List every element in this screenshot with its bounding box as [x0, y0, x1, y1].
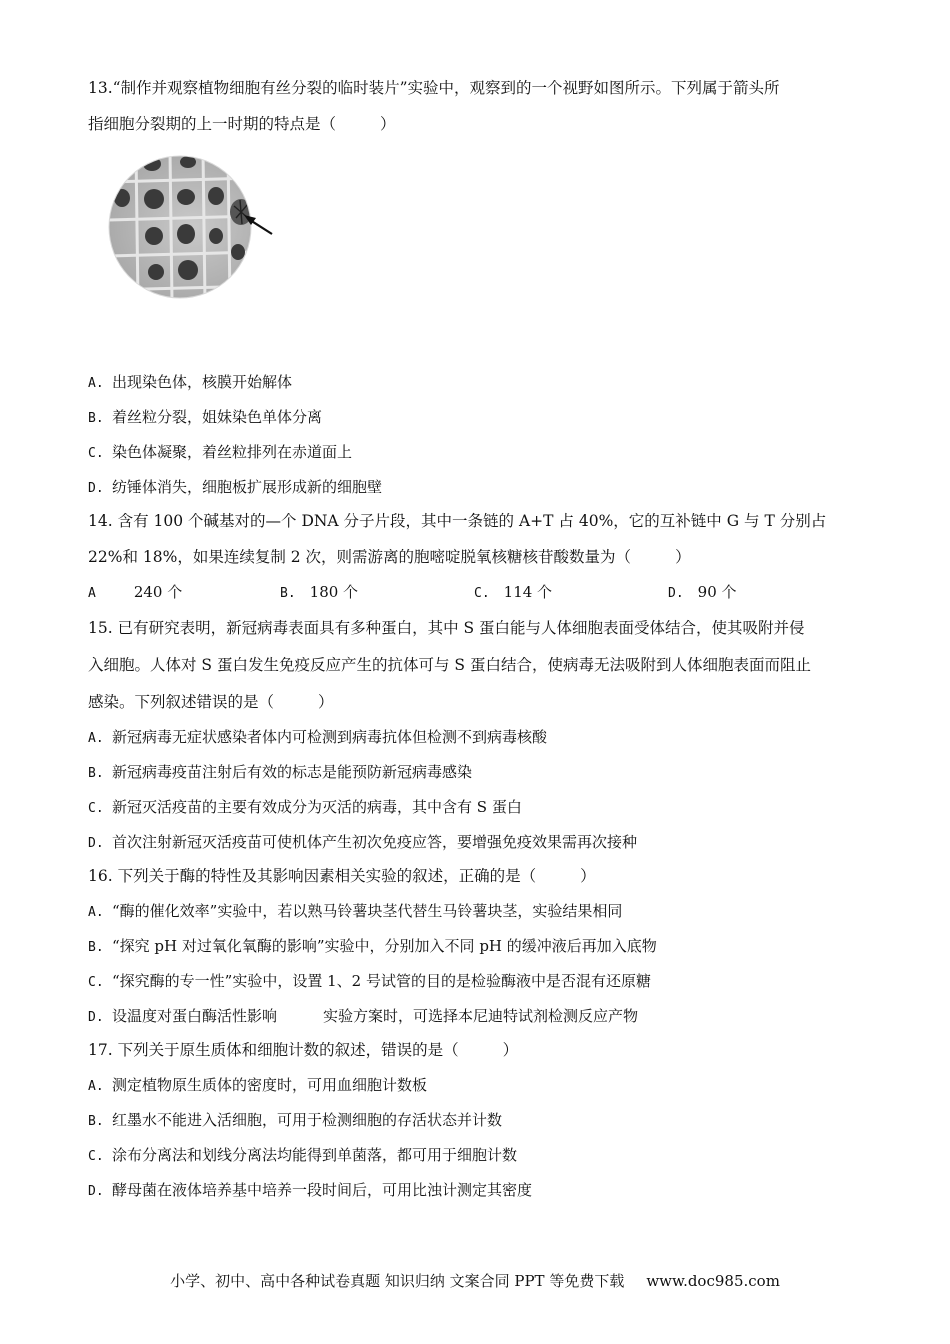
option-text: “探究酶的专一性”实验中，设置 1、2 号试管的目的是检验酶液中是否混有还原糖 [112, 972, 651, 990]
option-text: 新冠病毒无症状感染者体内可检测到病毒抗体但检测不到病毒核酸 [112, 728, 548, 746]
q15-stem-line2: 入细胞。人体对 S 蛋白发生免疫反应产生的抗体可与 S 蛋白结合，使病毒无法吸附到人体细胞表面而阻止 [88, 656, 811, 674]
q13-option-d [88, 477, 382, 499]
q17-paren-close: ） [502, 1041, 519, 1059]
q14-option-c [474, 582, 552, 604]
q15-option-c [88, 797, 522, 819]
option-text: 新冠灭活疫苗的主要有效成分为灭活的病毒，其中含有 S 蛋白 [112, 798, 522, 816]
q16-stem-text: 16. 下列关于酶的特性及其影响因素相关实验的叙述，正确的是（ [88, 867, 537, 885]
q16-option-a [88, 901, 622, 923]
q13-stem-line2 [88, 114, 396, 134]
option-text: 酵母菌在液体培养基中培养一段时间后，可用比浊计测定其密度 [112, 1181, 533, 1199]
q13-option-b [88, 407, 322, 429]
q14-stem-line1: 14. 含有 100 个碱基对的—个 DNA 分子片段，其中一条链的 A+T 占 40%，它的互补链中 G 与 T 分别占 [88, 512, 827, 530]
q16-option-c [88, 971, 651, 993]
q13-paren-close: ） [380, 115, 396, 133]
option-text: “探究 pH 对过氧化氧酶的影响”实验中，分别加入不同 pH 的缓冲液后再加入底物 [112, 937, 657, 955]
page-footer [0, 1270, 950, 1291]
option-text: 新冠病毒疫苗注射后有效的标志是能预防新冠病毒感染 [112, 763, 473, 781]
option-label: D. [88, 1010, 104, 1025]
option-text: 90 个 [697, 583, 737, 601]
option-text: 出现染色体，核膜开始解体 [112, 373, 293, 391]
microscope-cell-image [108, 152, 278, 302]
q14-paren-close: ） [675, 548, 691, 566]
option-label: A. [88, 731, 104, 746]
option-text: 纺锤体消失，细胞板扩展形成新的细胞壁 [112, 478, 383, 496]
option-text: 测定植物原生质体的密度时，可用血细胞计数板 [112, 1076, 428, 1094]
q14-option-a [88, 582, 182, 604]
option-label: C. [88, 801, 104, 816]
q15-option-a [88, 727, 547, 749]
q14-stem-line2 [88, 547, 691, 567]
q17-option-c [88, 1145, 517, 1167]
q16-option-d [88, 1006, 638, 1028]
option-text: 首次注射新冠灭活疫苗可使机体产生初次免疫应答，要增强免疫效果需再次接种 [112, 833, 638, 851]
option-label: D. [668, 586, 684, 601]
q15-stem-line3 [88, 692, 334, 712]
option-label: B. [88, 940, 104, 955]
option-text: 180 个 [309, 583, 359, 601]
option-label: A. [88, 1079, 104, 1094]
option-label: B. [88, 411, 104, 426]
q17-option-d [88, 1180, 532, 1202]
q15-stem-text: 感染。下列叙述错误的是（ [88, 693, 275, 711]
option-label: D. [88, 481, 104, 496]
option-text: 设温度对蛋白酶活性影响 [112, 1007, 278, 1025]
q14-stem-text: 22%和 18%，如果连续复制 2 次，则需游离的胞嘧啶脱氧核糖核苷酸数量为（ [88, 548, 632, 566]
option-label: C. [88, 1149, 104, 1164]
option-label: A. [88, 905, 104, 920]
option-text: “酶的催化效率”实验中，若以熟马铃薯块茎代替生马铃薯块茎，实验结果相同 [112, 902, 623, 920]
q14-option-d [668, 582, 737, 604]
footer-text: 小学、初中、高中各种试卷真题 知识归纳 文案合同 PPT 等免费下载 [170, 1272, 625, 1290]
q15-option-b [88, 762, 472, 784]
q17-stem-text: 17. 下列关于原生质体和细胞计数的叙述，错误的是（ [88, 1041, 459, 1059]
q13-stem-text: 指细胞分裂期的上一时期的特点是（ [88, 115, 337, 133]
option-label: C. [88, 975, 104, 990]
option-text: 114 个 [503, 583, 553, 601]
option-label: D. [88, 1184, 104, 1199]
option-label: B. [88, 766, 104, 781]
option-label: B. [280, 586, 296, 601]
q17-option-a [88, 1075, 427, 1097]
option-label: D. [88, 836, 104, 851]
q16-paren-close: ） [580, 867, 596, 885]
q17-option-b [88, 1110, 502, 1132]
option-label: B. [88, 1114, 104, 1129]
q13-option-c [88, 442, 352, 464]
option-text: 染色体凝聚，着丝粒排列在赤道面上 [112, 443, 353, 461]
option-text: 红墨水不能进入活细胞，可用于检测细胞的存活状态并计数 [112, 1111, 503, 1129]
q16-option-b [88, 936, 657, 958]
option-label: C. [474, 586, 490, 601]
q14-option-b [280, 582, 358, 604]
q15-stem-line1: 15. 已有研究表明，新冠病毒表面具有多种蛋白，其中 S 蛋白能与人体细胞表面受体结合，使其吸附并侵 [88, 619, 805, 637]
q16-stem-line1 [88, 866, 596, 886]
option-label: C. [88, 446, 104, 461]
q13-stem-line1: 13.“制作并观察植物细胞有丝分裂的临时装片”实验中，观察到的一个视野如图所示。下列属于箭头所 [88, 79, 780, 97]
arrow-pointer-icon [250, 220, 272, 234]
q13-option-a [88, 372, 292, 394]
q17-stem-line1 [88, 1040, 518, 1060]
footer-link[interactable]: www.doc985.com [646, 1272, 780, 1290]
q15-option-d [88, 832, 637, 854]
option-label: A. [88, 376, 104, 391]
option-text: 涂布分离法和划线分离法均能得到单菌落，都可用于细胞计数 [112, 1146, 518, 1164]
q15-paren-close: ） [318, 693, 334, 711]
option-text: 240 个 [133, 583, 183, 601]
option-text-continued: 实验方案时，可选择本尼迪特试剂检测反应产物 [323, 1007, 639, 1025]
option-text: 着丝粒分裂，姐妹染色单体分离 [112, 408, 323, 426]
option-label: A [88, 586, 96, 601]
